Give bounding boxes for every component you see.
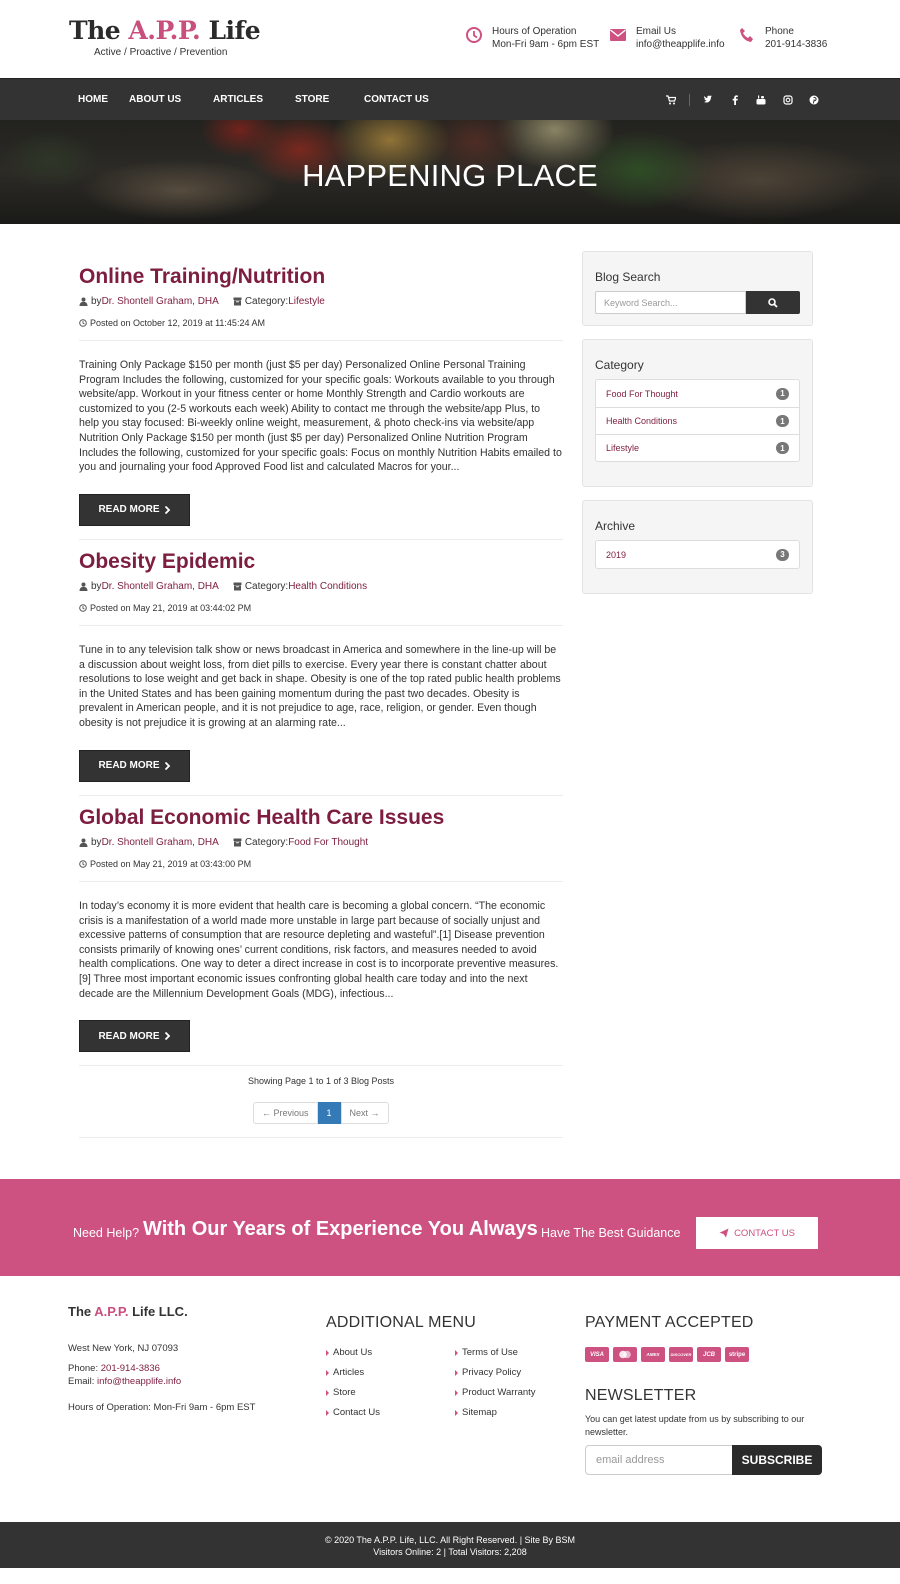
nav-separator	[689, 94, 690, 106]
post-date-text: Posted on May 21, 2019 at 03:43:00 PM	[90, 859, 252, 869]
paper-plane-icon	[719, 1228, 729, 1238]
hours-value: Mon-Fri 9am - 6pm EST	[492, 39, 600, 50]
header-email-link[interactable]: info@theapplife.info	[636, 39, 725, 50]
category-label: Category:	[244, 296, 289, 307]
post-date-text: Posted on October 12, 2019 at 11:45:24 AM	[90, 318, 265, 328]
company-suffix: Life LLC.	[128, 1304, 188, 1319]
by-label: by	[91, 837, 102, 848]
divider	[79, 1065, 563, 1066]
previous-page-button[interactable]: ← Previous	[253, 1102, 318, 1124]
link-label: Store	[333, 1387, 356, 1398]
user-icon	[79, 838, 88, 847]
post-excerpt: In today’s economy it is more evident that health care is becoming a global concern. “The economic crisis is a manifestation of a world made more unstable in large part because of socially unjust and excessive patterns of consumption that are resource depleting and wasteful”.[1] Disease prevention consists primarily of knowing ones’ current conditions, risk factors, and measures needed to avoid health complications. One way to deter a direct increase in cost is to incorporate preventive measures. [9] Three most important economic issues confronting global health care today and into the next decade are the Millennium Development Goals (MDG), infectious...	[79, 900, 559, 1000]
footer-link-contact-us[interactable]	[326, 1407, 380, 1418]
read-more-label: READ MORE	[98, 1030, 160, 1042]
caret-right-icon	[455, 1370, 458, 1376]
divider	[79, 1137, 563, 1138]
nav-contact-us[interactable]: CONTACT US	[364, 94, 429, 105]
footer-link-terms-of-use[interactable]	[455, 1347, 518, 1358]
caret-right-icon	[455, 1390, 458, 1396]
logo-prefix: The	[69, 16, 129, 45]
page-1-button[interactable]: 1	[318, 1102, 341, 1124]
post-date	[79, 318, 563, 328]
contact-us-label: CONTACT US	[734, 1227, 795, 1239]
blog-post	[79, 264, 563, 540]
link-label: Sitemap	[462, 1407, 497, 1418]
amex-icon: AMEX	[641, 1347, 665, 1362]
company-prefix: The	[68, 1304, 95, 1319]
twitter-icon[interactable]	[703, 95, 713, 105]
category-item-food-for-thought[interactable]	[596, 380, 799, 407]
hero-banner	[0, 120, 900, 224]
archive-label: 2019	[606, 549, 627, 560]
footer-link-product-warranty[interactable]	[455, 1387, 536, 1398]
post-category-link[interactable]: Lifestyle	[288, 296, 325, 307]
pagination-summary: Showing Page 1 to 1 of 3 Blog Posts	[247, 1076, 395, 1086]
hours-label: Hours of Operation	[492, 26, 577, 37]
nav-home[interactable]: HOME	[78, 94, 108, 105]
keyword-search-input[interactable]: Keyword Search...	[595, 291, 746, 314]
clock-icon	[79, 860, 87, 868]
count-badge: 1	[776, 415, 789, 427]
link-label: Terms of Use	[462, 1347, 518, 1358]
nav-store[interactable]: STORE	[295, 94, 330, 105]
logo-suffix: Life	[200, 16, 261, 45]
read-more-label: READ MORE	[98, 760, 160, 772]
footer-email	[68, 1376, 181, 1387]
category-list	[595, 379, 800, 462]
email-label: Email Us	[636, 26, 677, 37]
blog-post	[79, 805, 563, 1066]
link-label: Product Warranty	[462, 1387, 536, 1398]
category-item-health-conditions[interactable]	[596, 407, 799, 434]
footer-link-privacy-policy[interactable]	[455, 1367, 521, 1378]
caret-right-icon	[455, 1350, 458, 1356]
payment-title: PAYMENT ACCEPTED	[585, 1314, 754, 1331]
clock-icon	[79, 319, 87, 327]
category-label: Category:	[244, 837, 289, 848]
cta-post-text: Have The Best Guidance	[541, 1226, 681, 1240]
jcb-icon: JCB	[697, 1347, 721, 1362]
divider	[79, 340, 563, 341]
archive-widget	[582, 500, 813, 594]
category-item-lifestyle[interactable]	[596, 434, 799, 461]
footer-link-about-us[interactable]	[326, 1347, 372, 1358]
chevron-right-icon	[164, 506, 171, 514]
header-phone-link[interactable]: 201-914-3836	[765, 39, 828, 50]
visitor-counter: Visitors Online: 2 | Total Visitors: 2,208	[373, 1547, 527, 1557]
subscribe-button[interactable]: SUBSCRIBE	[732, 1445, 822, 1475]
post-author-link[interactable]: Dr. Shontell Graham, DHA	[101, 296, 219, 307]
by-label: by	[91, 581, 102, 592]
site-footer	[0, 1276, 900, 1522]
category-widget	[582, 339, 813, 487]
email-block	[609, 25, 725, 51]
visa-icon: VISA	[585, 1347, 609, 1362]
chevron-right-icon	[164, 762, 171, 770]
widget-title: Archive	[595, 519, 636, 533]
caret-right-icon	[326, 1370, 329, 1376]
archive-icon	[233, 297, 242, 306]
newsletter-email-input[interactable]: email address	[585, 1445, 733, 1475]
category-label: Lifestyle	[606, 443, 640, 453]
read-more-label: READ MORE	[98, 504, 160, 516]
search-form	[595, 291, 800, 314]
clock-icon	[465, 26, 483, 44]
facebook-icon[interactable]	[730, 95, 740, 105]
logo-tagline: Active / Proactive / Prevention	[94, 47, 228, 58]
footer-link-articles[interactable]	[326, 1367, 364, 1378]
chevron-right-icon	[164, 1032, 171, 1040]
post-meta	[79, 581, 563, 592]
widget-title: Blog Search	[595, 270, 661, 284]
pagination	[253, 1102, 389, 1124]
link-label: Privacy Policy	[462, 1367, 522, 1378]
post-title[interactable]: Global Economic Health Care Issues	[79, 806, 445, 829]
count-badge: 1	[776, 442, 789, 454]
post-date	[79, 603, 563, 613]
pinterest-icon[interactable]	[809, 95, 819, 105]
copyright-text: © 2020 The A.P.P. Life, LLC. All Right Reserved. | Site By BSM	[324, 1535, 576, 1545]
user-icon	[79, 297, 88, 306]
post-date-text: Posted on May 21, 2019 at 03:44:02 PM	[90, 603, 252, 613]
clock-icon	[79, 604, 87, 612]
contact-us-button[interactable]	[696, 1217, 818, 1249]
footer-email-link[interactable]: info@theapplife.info	[97, 1376, 182, 1387]
read-more-button[interactable]	[79, 1020, 190, 1052]
post-meta	[79, 837, 563, 848]
footer-company-name	[68, 1304, 188, 1319]
category-label: Category:	[244, 581, 289, 592]
post-title[interactable]: Obesity Epidemic	[79, 550, 256, 573]
phone-icon	[738, 26, 756, 44]
instagram-icon[interactable]	[783, 95, 793, 105]
footer-hours: Hours of Operation: Mon-Fri 9am - 6pm EST	[68, 1402, 256, 1413]
post-meta	[79, 296, 563, 307]
cart-icon[interactable]	[666, 95, 676, 105]
logo-highlight: A.P.P.	[128, 16, 201, 45]
footer-phone	[68, 1363, 160, 1374]
post-category-link[interactable]: Food For Thought	[288, 837, 369, 848]
envelope-icon	[609, 26, 627, 44]
phone-block	[738, 25, 827, 51]
hours-block	[465, 25, 599, 51]
count-badge: 1	[776, 388, 789, 400]
archive-icon	[233, 838, 242, 847]
next-page-button[interactable]: Next →	[341, 1102, 389, 1124]
youtube-icon[interactable]	[756, 95, 766, 105]
post-excerpt: Tune in to any television talk show or news broadcast in America and somewhere in the line-up will be a discussion about weight loss, from diet pills to exercise. Every year there is constant chatter about resolutions to lose weight and get back in shape. Obesity is one of the top rated public health problems in the United States and has been gaining momentum during the past two decades. Obesity is prevalent in American people, and it is not prejudice to age, race, religion, or gender. Even though obesity is not prejudice it is growing at an alarming rate...	[79, 644, 561, 729]
category-label: Health Conditions	[606, 416, 678, 426]
newsletter-title: NEWSLETTER	[585, 1387, 697, 1404]
post-excerpt: Training Only Package $150 per month (just $5 per day) Personalized Online Personal Training Program Includes the following, customized for your specific goals: Workouts available to you through website/app. Workout in your fitness center or home Monthly Strength and Cardio workouts are customized to you (2-5 workouts each week) Ability to contact me through the website/app Plus, to help you stay focused: Bi-weekly online weight, measurement, & photo check-ins via website/app Nutrition Only Package $150 per month (just $5 per day) Personalized Online Nutrition Program Includes the following, customized for your specific goals: Focus on monthly Nutrition Habits emailed to you and journaling your food Approved Food list and calculated Macros for your...	[79, 359, 562, 474]
help-banner	[0, 1179, 900, 1276]
link-label: About Us	[333, 1347, 373, 1358]
additional-menu-title: ADDITIONAL MENU	[326, 1314, 476, 1331]
phone-label: Phone:	[68, 1363, 101, 1374]
caret-right-icon	[326, 1410, 329, 1416]
user-icon	[79, 582, 88, 591]
main-content	[0, 224, 900, 1179]
newsletter-description: You can get latest update from us by subscribing to our newsletter.	[585, 1414, 805, 1437]
caret-right-icon	[455, 1410, 458, 1416]
cta-pre-text: Need Help?	[73, 1226, 140, 1240]
archive-item-2019[interactable]	[596, 541, 799, 568]
archive-list	[595, 540, 800, 569]
divider	[79, 625, 563, 626]
copyright-bar	[0, 1522, 900, 1568]
footer-link-sitemap[interactable]	[455, 1407, 497, 1418]
caret-right-icon	[326, 1350, 329, 1356]
caret-right-icon	[326, 1390, 329, 1396]
blog-search-widget	[582, 251, 813, 326]
widget-title: Category	[595, 358, 644, 372]
link-label: Contact Us	[333, 1407, 380, 1418]
category-label: Food For Thought	[606, 388, 678, 399]
divider	[79, 539, 563, 540]
divider	[79, 881, 563, 882]
post-title[interactable]: Online Training/Nutrition	[79, 265, 326, 288]
post-date	[79, 859, 563, 869]
blog-post	[79, 549, 563, 796]
link-label: Articles	[333, 1367, 365, 1378]
post-author-link[interactable]: Dr. Shontell Graham, DHA	[101, 837, 219, 848]
mastercard-icon	[613, 1347, 637, 1362]
nav-articles[interactable]: ARTICLES	[213, 94, 263, 105]
discover-icon: DISCOVER	[669, 1347, 693, 1362]
phone-label: Phone	[765, 26, 794, 37]
by-label: by	[91, 296, 102, 307]
cta-headline: With Our Years of Experience You Always	[143, 1218, 538, 1240]
hero-title: HAPPENING PLACE	[302, 158, 598, 193]
divider	[79, 795, 563, 796]
payment-cards	[585, 1347, 753, 1362]
stripe-icon: stripe	[725, 1347, 749, 1362]
footer-link-store[interactable]	[326, 1387, 356, 1398]
email-label: Email:	[68, 1376, 98, 1387]
search-button[interactable]	[746, 291, 800, 314]
company-highlight: A.P.P.	[94, 1304, 129, 1319]
main-nav	[0, 78, 900, 120]
site-logo[interactable]	[69, 16, 260, 58]
nav-about-us[interactable]: ABOUT US	[129, 94, 182, 105]
count-badge: 3	[776, 549, 789, 561]
footer-phone-link[interactable]: 201-914-3836	[100, 1363, 160, 1374]
site-header	[0, 0, 900, 78]
read-more-button[interactable]	[79, 494, 190, 526]
read-more-button[interactable]	[79, 750, 190, 782]
post-category-link[interactable]: Health Conditions	[288, 581, 368, 592]
post-author-link[interactable]: Dr. Shontell Graham, DHA	[101, 581, 219, 592]
footer-address: West New York, NJ 07093	[68, 1343, 179, 1354]
archive-icon	[233, 582, 242, 591]
search-icon	[768, 298, 778, 308]
